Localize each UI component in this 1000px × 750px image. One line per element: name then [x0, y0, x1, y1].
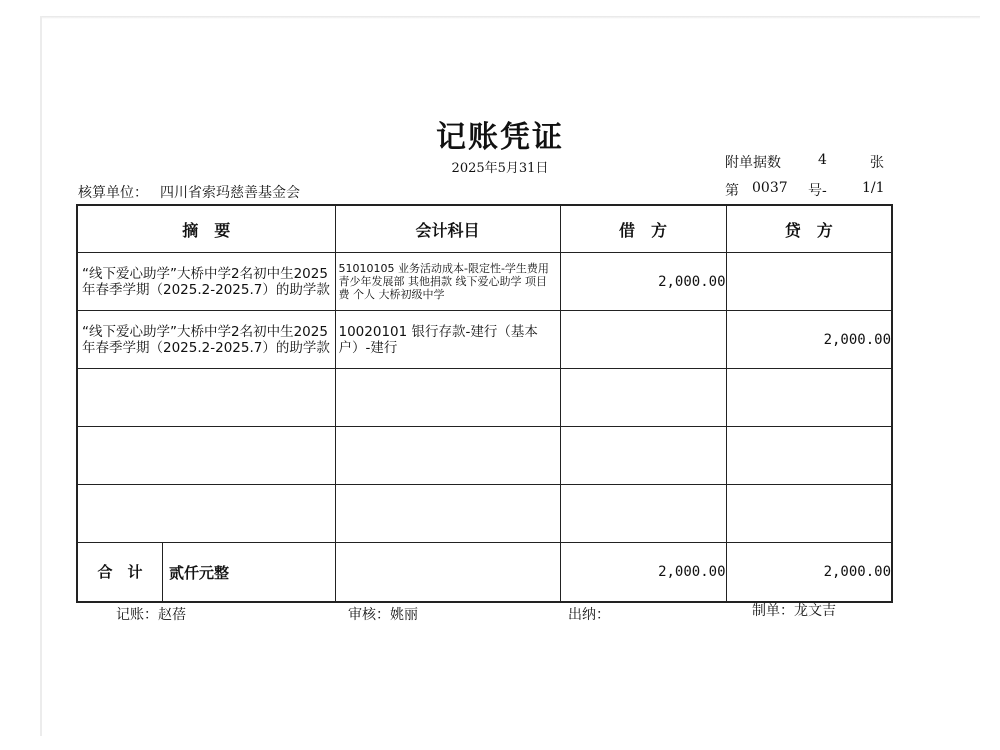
entry-debit — [560, 311, 726, 369]
column-header-summary: 摘 要 — [77, 205, 335, 253]
total-row — [77, 543, 892, 603]
blank-row — [77, 427, 892, 485]
voucher-no-suffix: 号- — [808, 183, 827, 199]
bookkeeper-signature: 记账：赵蓓 — [116, 607, 186, 623]
total-credit: 2,000.00 — [726, 543, 892, 603]
reviewer-signature: 审核：姚丽 — [348, 607, 418, 623]
scan-edge — [40, 16, 980, 19]
entry-debit: 2,000.00 — [560, 253, 726, 311]
entry-account: 10020101 银行存款-建行（基本户）-建行 — [338, 323, 538, 356]
voucher-date: 2025年5月31日 — [451, 161, 549, 176]
preparer-signature: 制单：龙文吉 — [752, 603, 836, 619]
blank-row — [77, 485, 892, 543]
column-header-credit: 贷 方 — [726, 205, 892, 253]
column-header-account: 会计科目 — [335, 205, 560, 253]
attachments-unit: 张 — [870, 155, 884, 171]
cashier-signature: 出纳： — [568, 607, 610, 623]
voucher-title: 记账凭证 — [436, 120, 564, 155]
entry-summary: “线下爱心助学”大桥中学2名初中生2025年春季学期（2025.2-2025.7）的助学款 — [82, 323, 330, 356]
scan-edge-left — [40, 16, 42, 736]
column-header-debit: 借 方 — [560, 205, 726, 253]
entry-credit — [726, 253, 892, 311]
attachments-label: 附单据数 — [725, 155, 781, 171]
blank-row — [77, 369, 892, 427]
voucher-no-number: 0037 — [752, 180, 788, 196]
unit-name: 四川省索玛慈善基金会 — [160, 185, 300, 201]
entry-credit: 2,000.00 — [726, 311, 892, 369]
total-debit: 2,000.00 — [560, 543, 726, 603]
total-amount-words: 贰仟元整 — [169, 563, 230, 582]
total-label: 合 计 — [78, 543, 163, 601]
header-row — [77, 205, 892, 253]
entry-account: 51010105 业务活动成本-限定性-学生费用 青少年发展部 其他捐款 线下爱心助学 项目费 个人 大桥初级中学 — [338, 262, 549, 301]
voucher-table — [76, 204, 893, 603]
table-row — [77, 253, 892, 311]
entry-summary: “线下爱心助学”大桥中学2名初中生2025年春季学期（2025.2-2025.7）的助学款 — [82, 265, 330, 298]
voucher-page: 1/1 — [862, 180, 885, 196]
unit-label: 核算单位： — [78, 185, 148, 201]
table-row — [77, 311, 892, 369]
attachments-count: 4 — [818, 152, 827, 168]
voucher-no-prefix: 第 — [725, 183, 739, 199]
